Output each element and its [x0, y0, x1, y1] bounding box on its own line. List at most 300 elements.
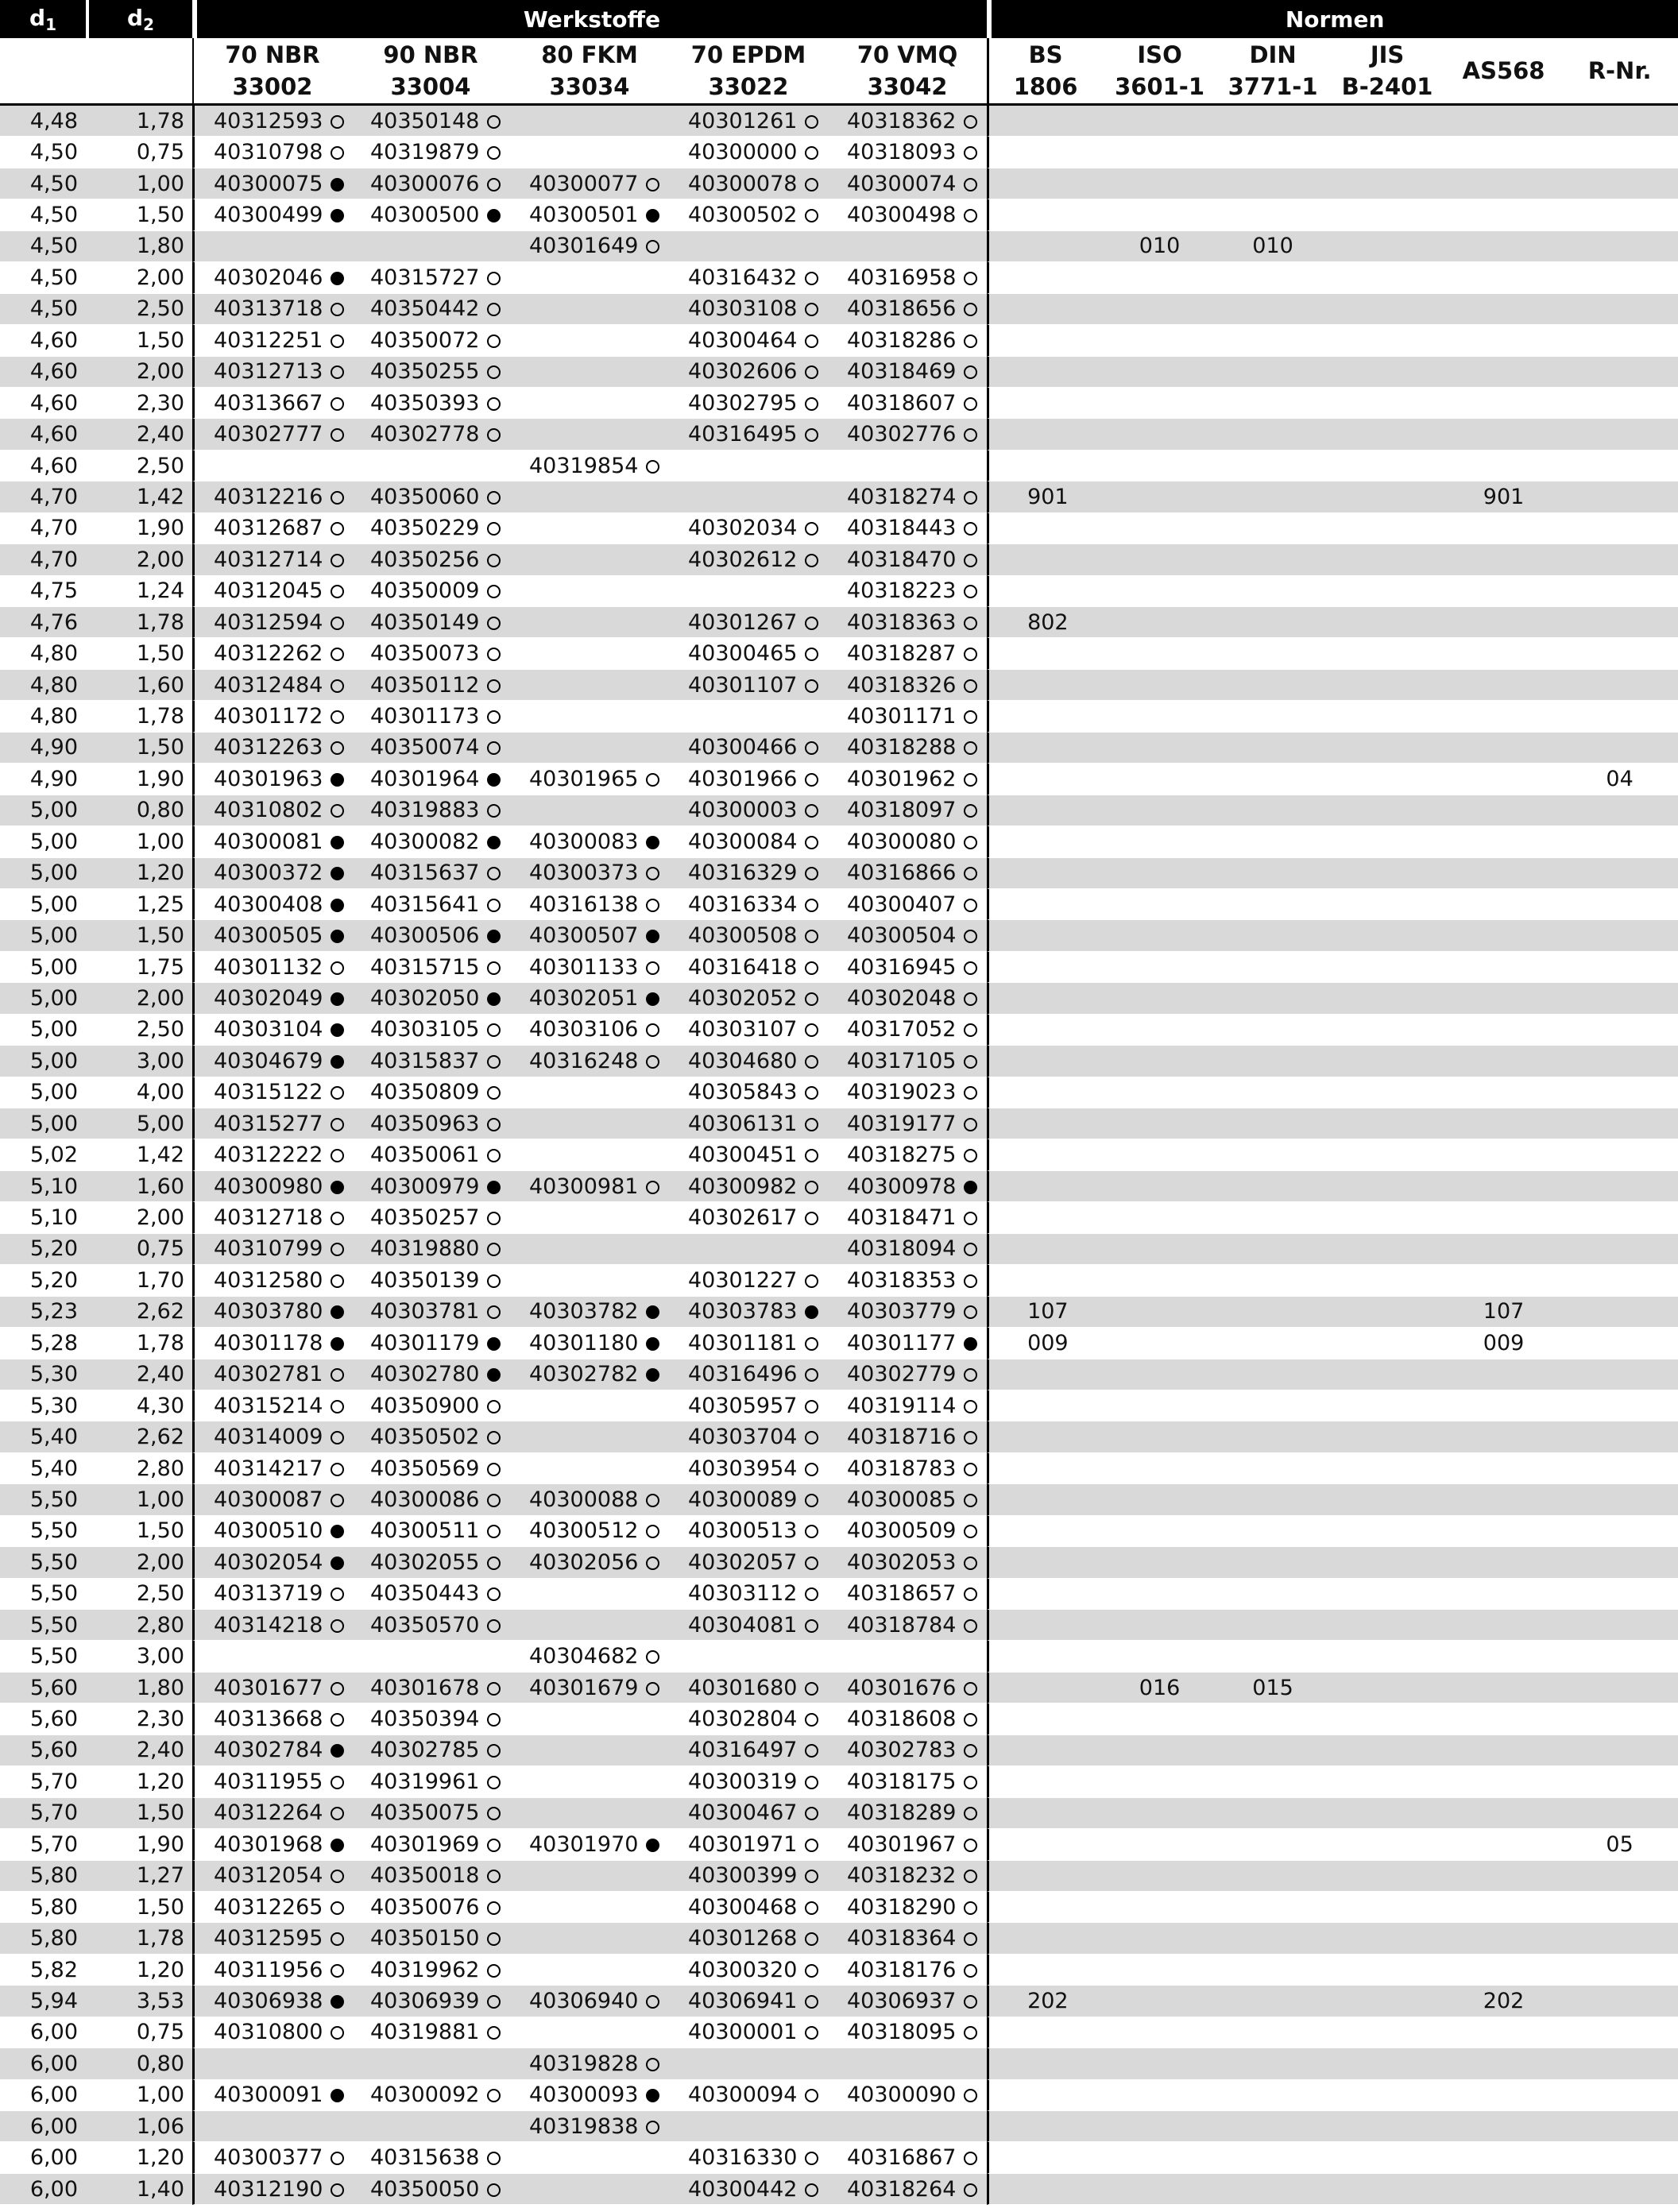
d2-cell: 1,50: [86, 1798, 192, 1829]
material-cell: [192, 2080, 351, 2111]
material-cell: [510, 607, 669, 638]
d1-cell: 5,00: [0, 983, 86, 1014]
open-circle-icon: [964, 115, 977, 129]
article-number: 40314217: [214, 1456, 323, 1481]
material-cell: [828, 231, 987, 262]
open-circle-icon: [487, 867, 501, 880]
material-cell: [669, 106, 828, 137]
open-circle-icon: [331, 1274, 344, 1288]
standard-cell-jis: [1328, 1297, 1446, 1328]
standard-cell-iso: [1102, 1390, 1217, 1421]
normen-header: Normen: [987, 0, 1678, 38]
standard-cell-as568: [1446, 388, 1561, 419]
material-cell: [351, 1453, 510, 1484]
standard-cell-rnr: [1561, 1703, 1678, 1734]
article-number: 40315727: [370, 265, 480, 290]
standard-cell-bs: [987, 1046, 1102, 1077]
open-circle-icon: [805, 397, 818, 411]
open-circle-icon: [487, 428, 501, 442]
material-cell: [192, 2111, 351, 2142]
material-cell: [351, 294, 510, 325]
standard-header-4: [1446, 38, 1561, 106]
standard-cell-rnr: [1561, 607, 1678, 638]
material-cell: [669, 2017, 828, 2048]
article-number: 40319828: [529, 2051, 639, 2076]
material-cell: [510, 1077, 669, 1108]
d1-cell: 5,10: [0, 1171, 86, 1202]
material-name: 70 VMQ: [856, 41, 958, 68]
material-cell: [192, 1265, 351, 1296]
d1-cell: 6,00: [0, 2174, 86, 2205]
d2-cell: 2,40: [86, 419, 192, 450]
article-number: 40315122: [214, 1080, 323, 1105]
d1-cell: 5,00: [0, 858, 86, 889]
d1-cell: 6,00: [0, 2017, 86, 2048]
open-circle-icon: [487, 617, 501, 630]
standard-cell-iso: [1102, 1297, 1217, 1328]
d1-cell: 4,60: [0, 388, 86, 419]
table-row: [0, 544, 1678, 575]
material-cell: [669, 607, 828, 638]
article-number: 40300076: [370, 171, 480, 196]
open-circle-icon: [646, 1650, 659, 1664]
material-cell: [669, 1108, 828, 1139]
article-number: 40300093: [529, 2082, 639, 2108]
standard-cell-as568: [1446, 983, 1561, 1014]
material-cell: [351, 1077, 510, 1108]
table-row: [0, 481, 1678, 512]
material-cell: [192, 576, 351, 607]
open-circle-icon: [487, 1619, 501, 1633]
open-circle-icon: [805, 992, 818, 1006]
d2-cell: 2,00: [86, 983, 192, 1014]
standard-cell-din: [1217, 1171, 1328, 1202]
standard-cell-bs: [987, 388, 1102, 419]
standard-cell-jis: [1328, 795, 1446, 826]
article-number: 40304081: [688, 1612, 798, 1638]
d1-cell: 5,82: [0, 1955, 86, 1986]
table-row: [0, 1234, 1678, 1265]
d1-cell: 5,20: [0, 1234, 86, 1265]
table-row: [0, 1139, 1678, 1170]
material-cell: [510, 952, 669, 983]
article-number: 40303783: [688, 1299, 798, 1324]
standard-cell-din: [1217, 1986, 1328, 2017]
material-cell: [828, 701, 987, 732]
article-number: 40350060: [370, 484, 480, 509]
open-circle-icon: [331, 1463, 344, 1476]
article-number: 40306940: [529, 1988, 639, 2013]
standard-cell-rnr: [1561, 638, 1678, 669]
standard-cell-bs: [987, 1892, 1102, 1923]
material-cell: [192, 1359, 351, 1390]
open-circle-icon: [805, 1368, 818, 1382]
open-circle-icon: [487, 899, 501, 912]
article-number: 40302777: [214, 422, 323, 447]
standard-cell-jis: [1328, 1735, 1446, 1766]
article-number: 40318223: [847, 578, 957, 604]
standard-cell-as568: [1446, 764, 1561, 795]
open-circle-icon: [487, 1055, 501, 1069]
d1-cell: 6,00: [0, 2080, 86, 2111]
d1-cell: 5,50: [0, 1484, 86, 1515]
open-circle-icon: [964, 804, 977, 818]
standard-cell-iso: [1102, 701, 1217, 732]
article-number: 40350149: [370, 609, 480, 635]
material-cell: [351, 701, 510, 732]
material-cell: [828, 1077, 987, 1108]
article-number: 40303954: [688, 1456, 798, 1481]
article-number: 40312714: [214, 547, 323, 572]
d1-cell: 5,00: [0, 1015, 86, 1046]
standard-header-5: [1561, 38, 1678, 106]
material-cell: [828, 2080, 987, 2111]
table-row: [0, 2174, 1678, 2205]
open-circle-icon: [331, 1870, 344, 1883]
d1-cell: 5,20: [0, 1265, 86, 1296]
standard-name: AS568: [1462, 57, 1545, 84]
material-cell: [351, 2142, 510, 2173]
open-circle-icon: [331, 2183, 344, 2197]
material-cell: [192, 2142, 351, 2173]
d1-cell: 5,50: [0, 1547, 86, 1578]
open-circle-icon: [805, 1431, 818, 1444]
d2-cell: 1,78: [86, 1923, 192, 1954]
material-cell: [828, 858, 987, 889]
standard-cell-as568: [1446, 294, 1561, 325]
article-number: 40300510: [214, 1518, 323, 1544]
article-number: 40301171: [847, 704, 957, 729]
article-number: 40318175: [847, 1769, 957, 1794]
standard-cell-din: [1217, 106, 1328, 137]
filled-circle-icon: [331, 1839, 344, 1852]
d1-cell: 5,60: [0, 1703, 86, 1734]
article-number: 40300506: [370, 923, 480, 949]
standard-cell-iso: [1102, 1610, 1217, 1641]
material-cell: [510, 795, 669, 826]
material-cell: [351, 952, 510, 983]
article-number: 40303108: [688, 296, 798, 322]
material-cell: [351, 262, 510, 293]
material-cell: [669, 325, 828, 356]
standard-cell-bs: [987, 1735, 1102, 1766]
d2-cell: 1,50: [86, 325, 192, 356]
open-circle-icon: [487, 1744, 501, 1758]
material-cell: [510, 294, 669, 325]
material-cell: [510, 733, 669, 764]
material-cell: [669, 1610, 828, 1641]
table-row: [0, 733, 1678, 764]
d1-cell: 5,60: [0, 1673, 86, 1703]
standard-cell-din: [1217, 733, 1328, 764]
material-cell: [192, 1892, 351, 1923]
article-number: 40318275: [847, 1143, 957, 1168]
standard-cell-bs: [987, 638, 1102, 669]
standard-cell-din: [1217, 1641, 1328, 1672]
open-circle-icon: [805, 930, 818, 943]
article-number: 40316248: [529, 1048, 639, 1073]
filled-circle-icon: [331, 867, 344, 880]
d2-cell: 2,30: [86, 388, 192, 419]
standard-cell-bs: [987, 1798, 1102, 1829]
article-number: 40318289: [847, 1800, 957, 1826]
open-circle-icon: [964, 1839, 977, 1852]
table-row: [0, 1359, 1678, 1390]
open-circle-icon: [805, 1400, 818, 1413]
article-number: 40314218: [214, 1612, 323, 1638]
standard-cell-jis: [1328, 544, 1446, 575]
table-row: [0, 1202, 1678, 1233]
open-circle-icon: [964, 679, 977, 693]
open-circle-icon: [964, 209, 977, 222]
material-cell: [828, 1421, 987, 1452]
material-cell: [669, 388, 828, 419]
article-number: 40319177: [847, 1111, 957, 1136]
standard-cell-din: [1217, 262, 1328, 293]
standard-cell-jis: [1328, 1579, 1446, 1610]
d2-cell: 1,25: [86, 889, 192, 920]
d2-cell: 2,62: [86, 1297, 192, 1328]
d2-cell: 2,00: [86, 544, 192, 575]
standard-cell-bs: [987, 858, 1102, 889]
table-row: [0, 638, 1678, 669]
open-circle-icon: [487, 585, 501, 598]
material-cell: [510, 481, 669, 512]
open-circle-icon: [805, 1525, 818, 1538]
article-number: 40300407: [847, 891, 957, 917]
article-number: 40300468: [688, 1894, 798, 1920]
material-cell: [669, 920, 828, 951]
article-number: 40316866: [847, 860, 957, 886]
standard-cell-bs: [987, 357, 1102, 388]
article-number: 40300467: [688, 1800, 798, 1826]
material-cell: [828, 544, 987, 575]
standard-cell-as568: [1446, 1923, 1561, 1954]
standard-cell-din: [1217, 1046, 1328, 1077]
d2-cell: 1,00: [86, 2080, 192, 2111]
standard-cell-din: [1217, 1484, 1328, 1515]
material-cell: [510, 2111, 669, 2142]
article-number: 40300094: [688, 2082, 798, 2108]
standard-cell-iso: [1102, 1516, 1217, 1547]
open-circle-icon: [964, 741, 977, 755]
table-row: [0, 513, 1678, 544]
standard-cell-as568: [1446, 920, 1561, 951]
open-circle-icon: [646, 899, 659, 912]
open-circle-icon: [487, 1901, 501, 1915]
open-circle-icon: [805, 1901, 818, 1915]
d1-cell: 5,94: [0, 1986, 86, 2017]
table-row: [0, 1735, 1678, 1766]
material-cell: [351, 1202, 510, 1233]
material-cell: [192, 1328, 351, 1359]
material-cell: [192, 1641, 351, 1672]
article-number: 40302778: [370, 422, 480, 447]
material-cell: [351, 1359, 510, 1390]
d1-cell: 5,00: [0, 826, 86, 857]
standard-cell-rnr: [1561, 1328, 1678, 1359]
d1-cell: 4,70: [0, 544, 86, 575]
article-number: 40302780: [370, 1362, 480, 1387]
table-row: [0, 764, 1678, 795]
article-number: 40315638: [370, 2145, 480, 2171]
article-number: 40304682: [529, 1644, 639, 1669]
article-number: 40318326: [847, 672, 957, 698]
open-circle-icon: [646, 867, 659, 880]
d2-cell: 2,40: [86, 1359, 192, 1390]
material-code: 33034: [549, 73, 630, 100]
d2-cell: 1,70: [86, 1265, 192, 1296]
material-cell: [351, 1766, 510, 1797]
article-number: 40318783: [847, 1456, 957, 1481]
material-cell: [510, 1892, 669, 1923]
standard-cell-rnr: [1561, 325, 1678, 356]
material-cell: [510, 1202, 669, 1233]
standard-cell-iso: [1102, 2142, 1217, 2173]
standard-cell-jis: [1328, 1171, 1446, 1202]
standard-cell-iso: [1102, 1735, 1217, 1766]
open-circle-icon: [964, 1901, 977, 1915]
material-cell: [828, 920, 987, 951]
open-circle-icon: [331, 1776, 344, 1789]
standard-cell-bs: [987, 733, 1102, 764]
article-number: 40318176: [847, 1957, 957, 1982]
standard-cell-din: [1217, 1297, 1328, 1328]
open-circle-icon: [805, 1149, 818, 1162]
open-circle-icon: [805, 1744, 818, 1758]
material-cell: [192, 1390, 351, 1421]
standard-cell-din: 010: [1217, 231, 1328, 262]
d1-cell: 4,60: [0, 325, 86, 356]
article-number: 40312054: [214, 1863, 323, 1889]
open-circle-icon: [646, 961, 659, 975]
material-cell: [192, 137, 351, 168]
d1-header: $d_1$: [0, 0, 86, 38]
d2-cell: 1,40: [86, 2174, 192, 2205]
material-cell: [669, 1798, 828, 1829]
material-cell: [510, 889, 669, 920]
standard-cell-din: [1217, 670, 1328, 701]
open-circle-icon: [964, 585, 977, 598]
standard-cell-din: [1217, 795, 1328, 826]
d2-cell: 1,50: [86, 638, 192, 669]
standard-cell-bs: [987, 262, 1102, 293]
material-cell: [351, 544, 510, 575]
d2-cell: 4,00: [86, 1077, 192, 1108]
open-circle-icon: [487, 1086, 501, 1100]
article-number: 40350018: [370, 1863, 480, 1889]
material-cell: [510, 137, 669, 168]
standard-cell-din: [1217, 1421, 1328, 1452]
open-circle-icon: [487, 365, 501, 379]
filled-circle-icon: [805, 1305, 818, 1319]
standard-cell-as568: [1446, 357, 1561, 388]
d2-cell: 1,78: [86, 106, 192, 137]
article-number: 40301649: [529, 234, 639, 259]
material-cell: [510, 1328, 669, 1359]
article-number: 40306941: [688, 1988, 798, 2013]
standard-cell-rnr: [1561, 1297, 1678, 1328]
open-circle-icon: [805, 1212, 818, 1225]
standard-cell-iso: [1102, 889, 1217, 920]
open-circle-icon: [805, 961, 818, 975]
material-cell: [192, 1234, 351, 1265]
filled-circle-icon: [964, 1337, 977, 1351]
article-number: 40316496: [688, 1362, 798, 1387]
material-cell: [510, 764, 669, 795]
standard-cell-rnr: [1561, 1798, 1678, 1829]
material-header-2: [510, 38, 669, 106]
article-number: 40318716: [847, 1425, 957, 1450]
material-cell: [828, 889, 987, 920]
table-row: [0, 137, 1678, 168]
article-number: 40304679: [214, 1048, 323, 1073]
open-circle-icon: [487, 491, 501, 505]
article-number: 40316418: [688, 954, 798, 980]
standard-cell-bs: [987, 1673, 1102, 1703]
standard-cell-as568: [1446, 701, 1561, 732]
article-number: 40312265: [214, 1894, 323, 1920]
table-row: [0, 2048, 1678, 2079]
article-number: 40301180: [529, 1330, 639, 1355]
material-cell: [669, 1579, 828, 1610]
open-circle-icon: [964, 899, 977, 912]
open-circle-icon: [805, 867, 818, 880]
material-cell: [510, 1139, 669, 1170]
article-number: 40300512: [529, 1518, 639, 1544]
material-cell: [669, 168, 828, 199]
standard-code: 3771-1: [1228, 73, 1318, 100]
material-cell: [351, 1735, 510, 1766]
open-circle-icon: [646, 1995, 659, 2009]
open-circle-icon: [964, 617, 977, 630]
standard-cell-jis: [1328, 638, 1446, 669]
material-cell: [351, 1861, 510, 1892]
filled-circle-icon: [331, 1557, 344, 1570]
material-cell: [669, 451, 828, 481]
article-number: 40302055: [370, 1549, 480, 1575]
standard-cell-bs: 107: [987, 1297, 1102, 1328]
material-cell: [669, 1766, 828, 1797]
d1-cell: 6,00: [0, 2111, 86, 2142]
standard-cell-iso: [1102, 1986, 1217, 2017]
standard-cell-din: [1217, 481, 1328, 512]
d1-cell: 4,50: [0, 294, 86, 325]
open-circle-icon: [964, 1682, 977, 1696]
material-cell: [192, 920, 351, 951]
standard-cell-bs: [987, 920, 1102, 951]
d2-cell: 1,60: [86, 670, 192, 701]
filled-circle-icon: [487, 992, 501, 1006]
filled-circle-icon: [487, 930, 501, 943]
d2-cell: 1,20: [86, 858, 192, 889]
material-cell: [669, 1139, 828, 1170]
material-cell: [510, 858, 669, 889]
article-number: 40319962: [370, 1957, 480, 1982]
article-number: 40313667: [214, 390, 323, 416]
standard-cell-as568: [1446, 1673, 1561, 1703]
article-number: 40300979: [370, 1174, 480, 1199]
material-code: 33002: [232, 73, 313, 100]
d2-cell: 1,20: [86, 2142, 192, 2173]
standard-cell-rnr: [1561, 920, 1678, 951]
table-body: [0, 106, 1678, 2205]
table-row: [0, 858, 1678, 889]
header-sub-row: [0, 38, 1678, 106]
material-cell: [669, 1046, 828, 1077]
material-cell: [828, 1547, 987, 1578]
material-cell: [669, 294, 828, 325]
